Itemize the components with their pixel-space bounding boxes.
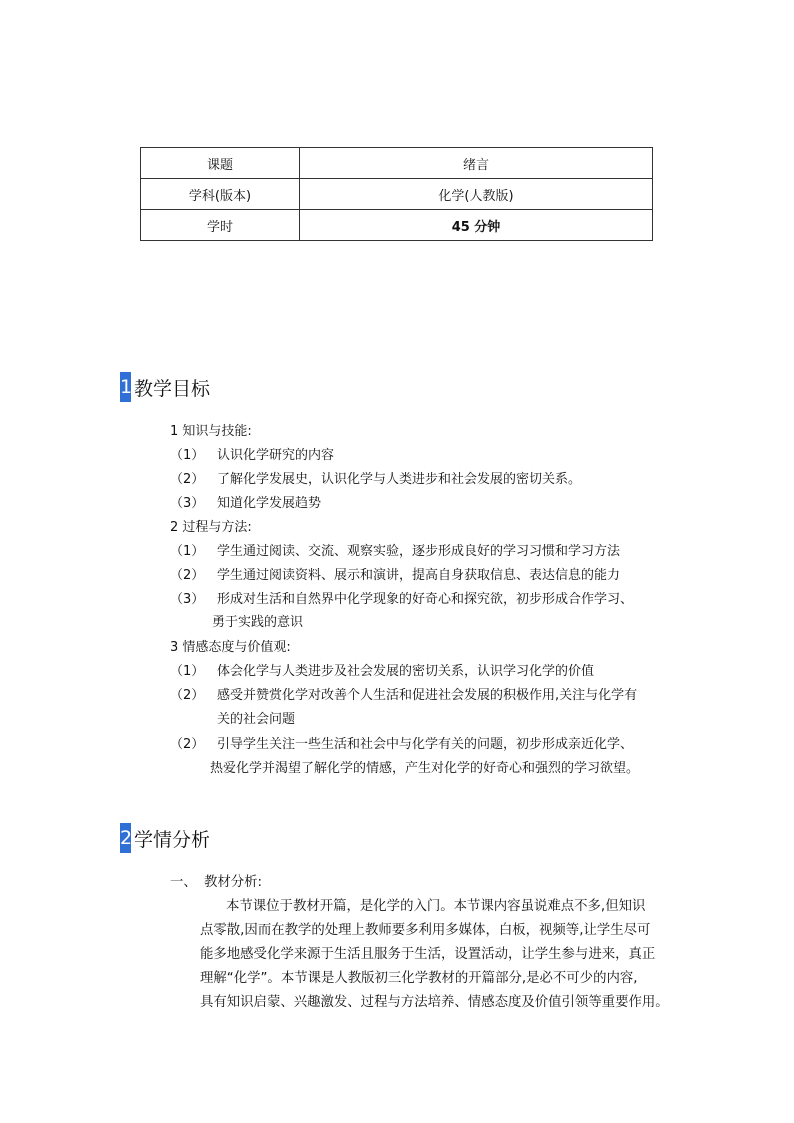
section-title: 教学目标: [134, 377, 211, 400]
item-index: （2）: [170, 568, 205, 583]
item-index: （2）: [170, 472, 205, 487]
table-cell-value: 绪言: [300, 148, 653, 179]
list-item: [170, 663, 594, 681]
table-cell-value: 45 分钟: [300, 210, 653, 241]
section-title: 学情分析: [134, 828, 211, 851]
table-cell-key: 课题: [141, 148, 300, 179]
item-index: （2）: [170, 737, 205, 752]
paragraph-line: 点零散,因而在教学的处理上教师要多利用多媒体，白板，视频等,让学生尽可: [200, 923, 651, 938]
subsection-title: 教材分析:: [204, 875, 263, 890]
item-index: （3）: [170, 496, 205, 511]
list-item: [170, 687, 637, 705]
item-text: 学生通过阅读、交流、观察实验，逐步形成良好的学习习惯和学习方法: [217, 544, 621, 559]
subsection-heading: [170, 874, 262, 892]
section-number-badge: 1: [120, 372, 131, 402]
item-text: 学生通过阅读资料、展示和演讲，提高自身获取信息、表达信息的能力: [217, 568, 621, 583]
list-item: [170, 447, 334, 465]
item-index: （2）: [170, 688, 205, 703]
list-item-continuation: 勇于实践的意识: [212, 615, 304, 630]
section-2-heading: [120, 823, 210, 853]
item-text: 知道化学发展趋势: [217, 496, 322, 511]
paragraph-line: 能多地感受化学来源于生活且服务于生活，设置活动，让学生参与进来，真正: [200, 947, 656, 962]
table-row: [141, 210, 653, 241]
item-index: （1）: [170, 448, 205, 463]
section-1-heading: [120, 372, 210, 402]
list-item: [170, 543, 620, 561]
item-text: 体会化学与人类进步及社会发展的密切关系，认识学习化学的价值: [217, 664, 595, 679]
table-cell-key: 学科(版本): [141, 179, 300, 210]
list-item-continuation: 热爱化学并渴望了解化学的情感，产生对化学的好奇心和强烈的学习欲望。: [210, 761, 640, 776]
course-info-table: [140, 147, 653, 241]
list-item: [170, 736, 633, 754]
list-item: [170, 495, 321, 513]
analysis-paragraph: [200, 895, 690, 1015]
item-index: （1）: [170, 664, 205, 679]
group-title-process: 2 过程与方法:: [170, 520, 252, 535]
list-item-continuation: 关的社会问题: [217, 712, 296, 727]
item-text: 引导学生关注一些生活和社会中与化学有关的问题，初步形成亲近化学、: [217, 737, 634, 752]
section-number-badge: 2: [120, 823, 131, 853]
item-index: （3）: [170, 592, 205, 607]
table-row: [141, 179, 653, 210]
group-title-attitude: 3 情感态度与价值观:: [170, 640, 291, 655]
list-item: [170, 471, 581, 489]
list-item: [170, 591, 633, 609]
table-row: [141, 148, 653, 179]
subsection-index: 一、: [170, 875, 197, 890]
item-index: （1）: [170, 544, 205, 559]
list-item: [170, 567, 620, 585]
item-text: 感受并赞赏化学对改善个人生活和促进社会发展的积极作用,关注与化学有: [217, 688, 638, 703]
paragraph-line: 具有知识启蒙、兴趣激发、过程与方法培养、情感态度及价值引领等重要作用。: [200, 995, 669, 1010]
group-title-knowledge: 1 知识与技能:: [170, 424, 252, 439]
table-cell-value: 化学(人教版): [300, 179, 653, 210]
item-text: 了解化学发展史，认识化学与人类进步和社会发展的密切关系。: [217, 472, 582, 487]
paragraph-line: 本节课位于教材开篇，是化学的入门。本节课内容虽说难点不多,但知识: [226, 899, 646, 914]
table-cell-key: 学时: [141, 210, 300, 241]
paragraph-line: 理解“化学”。本节课是人教版初三化学教材的开篇部分,是必不可少的内容,: [200, 971, 638, 986]
item-text: 形成对生活和自然界中化学现象的好奇心和探究欲，初步形成合作学习、: [217, 592, 634, 607]
item-text: 认识化学研究的内容: [217, 448, 335, 463]
